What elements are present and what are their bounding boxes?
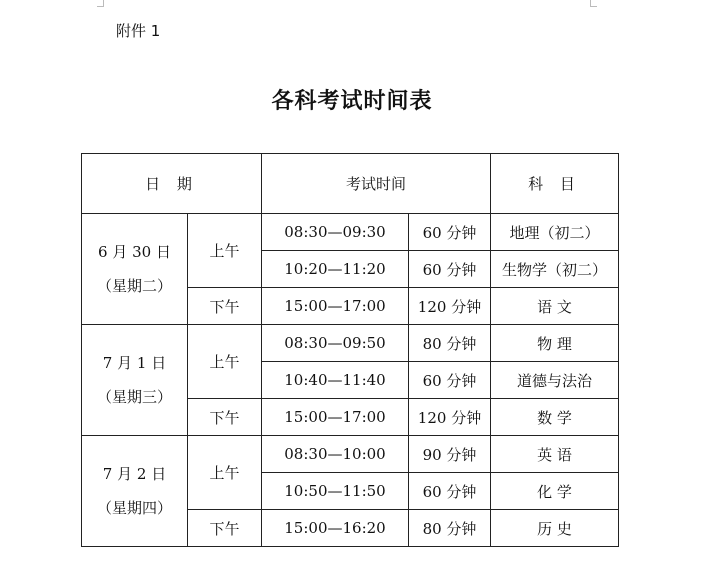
weekday-text: （星期四） (96, 499, 172, 517)
weekday-text: （星期二） (96, 277, 172, 295)
time-cell: 15:00—17:00 (262, 399, 409, 436)
period-cell: 下午 (188, 510, 262, 547)
period-cell: 下午 (188, 288, 262, 325)
subject-cell: 道德与法治 (491, 362, 619, 399)
date-cell (82, 214, 188, 325)
date-text: 6 月 30 日 (98, 243, 171, 261)
weekday-text: （星期三） (96, 388, 172, 406)
time-cell: 10:20—11:20 (262, 251, 409, 288)
time-cell: 08:30—10:00 (262, 436, 409, 473)
duration-cell: 120 分钟 (409, 288, 491, 325)
subject-cell: 历 史 (491, 510, 619, 547)
subject-cell: 化 学 (491, 473, 619, 510)
duration-cell: 60 分钟 (409, 473, 491, 510)
period-cell: 上午 (188, 214, 262, 288)
header-date: 日 期 (82, 154, 262, 214)
subject-cell: 语 文 (491, 288, 619, 325)
time-cell: 08:30—09:50 (262, 325, 409, 362)
time-cell: 15:00—16:20 (262, 510, 409, 547)
table-header-row (82, 154, 619, 214)
duration-cell: 60 分钟 (409, 362, 491, 399)
time-cell: 15:00—17:00 (262, 288, 409, 325)
date-text: 7 月 1 日 (102, 354, 167, 372)
duration-cell: 60 分钟 (409, 214, 491, 251)
subject-cell: 物 理 (491, 325, 619, 362)
page-corner-mark-right (590, 0, 597, 7)
period-cell: 上午 (188, 325, 262, 399)
subject-cell: 数 学 (491, 399, 619, 436)
document-title: 各科考试时间表 (271, 88, 433, 114)
duration-cell: 80 分钟 (409, 325, 491, 362)
period-cell: 下午 (188, 399, 262, 436)
attachment-label: 附件 1 (116, 22, 161, 40)
duration-cell: 60 分钟 (409, 251, 491, 288)
time-cell: 08:30—09:30 (262, 214, 409, 251)
page-corner-mark-left (97, 0, 104, 7)
table-row (82, 436, 619, 473)
duration-cell: 80 分钟 (409, 510, 491, 547)
date-text: 7 月 2 日 (102, 465, 167, 483)
subject-cell: 英 语 (491, 436, 619, 473)
period-cell: 上午 (188, 436, 262, 510)
header-exam-time: 考试时间 (262, 154, 491, 214)
subject-cell: 生物学（初二） (491, 251, 619, 288)
exam-schedule-table (81, 153, 619, 547)
duration-cell: 90 分钟 (409, 436, 491, 473)
subject-cell: 地理（初二） (491, 214, 619, 251)
table-row (82, 325, 619, 362)
table-row (82, 214, 619, 251)
time-cell: 10:40—11:40 (262, 362, 409, 399)
date-cell (82, 325, 188, 436)
date-cell (82, 436, 188, 547)
time-cell: 10:50—11:50 (262, 473, 409, 510)
header-subject: 科 目 (491, 154, 619, 214)
duration-cell: 120 分钟 (409, 399, 491, 436)
